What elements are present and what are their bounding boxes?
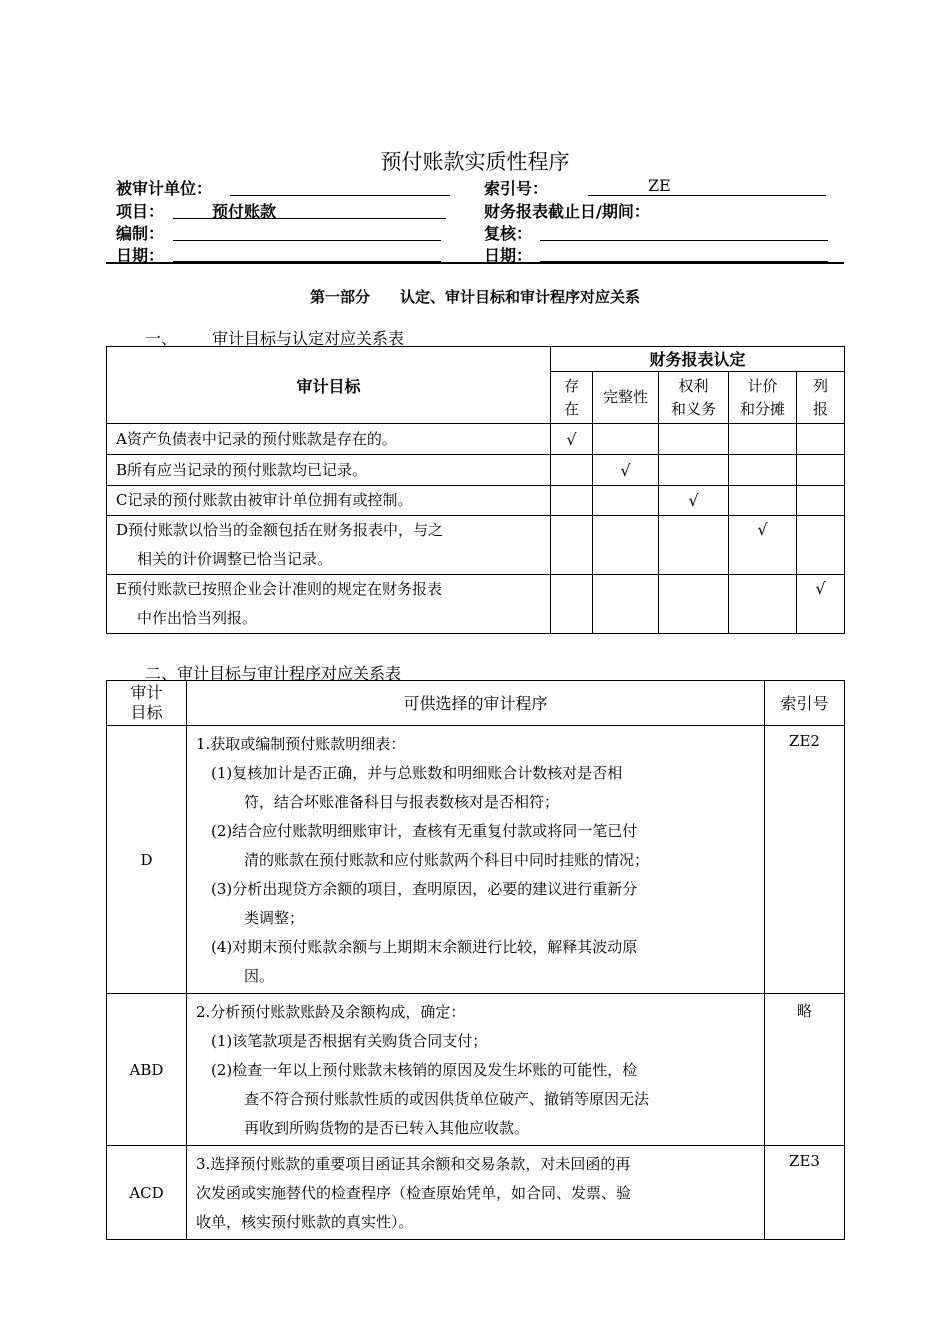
procedure-index: 略 [765,994,845,1146]
table2-caption: 二、审计目标与审计程序对应关系表 [145,664,402,683]
table1-caption: 审计目标与认定对应关系表 [212,329,405,348]
prepared-label: 编制： [116,224,165,243]
date-label-right: 日期： [484,246,533,265]
item-value: 预付账款 [212,202,277,221]
goal-row-e: E预付账款已按照企业会计准则的规定在财务报表 中作出恰当列报。 [107,575,551,634]
page-title: 预付账款实质性程序 [380,150,570,174]
item-label: 项目： [116,202,165,221]
assertion-header-existence: 存 在 [551,372,593,424]
assertion-table [106,346,845,634]
check-mark: √ [729,516,797,575]
assertion-header-valuation: 计价 和分摊 [729,372,797,424]
procedure-index: ZE3 [765,1146,845,1240]
goal-row-a: A资产负债表中记录的预付账款是存在的。 [107,424,551,455]
goal-row-b: B所有应当记录的预付账款均已记录。 [107,455,551,486]
goal-column-header: 审计 目标 [107,681,187,726]
table1-caption-number: 一、 [145,329,178,348]
reviewed-label: 复核： [484,224,533,243]
procedure-3: 3.选择预付账款的重要项目函证其余额和交易条款，对未回函的再 次发函或实施替代的检查程序（检查原始凭单，如合同、发票、验 收单，核实预付账款的真实性）。 [187,1146,765,1240]
procedure-goal: ACD [107,1146,187,1240]
goal-row-c: C记录的预付账款由被审计单位拥有或控制。 [107,486,551,516]
procedure-goal: D [107,726,187,994]
goal-column-header: 审计目标 [107,347,551,424]
auditee-field[interactable] [230,195,450,196]
reviewed-field[interactable] [540,240,828,241]
procedure-table [106,680,845,1240]
procedure-index: ZE2 [765,726,845,994]
procedure-1: 1.获取或编制预付账款明细表： (1)复核加计是否正确，并与总账数和明细账合计数核对是否相 符，结合坏账准备科目与报表数核对是否相符； (2)结合应付账款明细账审计，查核有无重复付款或将同一笔已付 清的账款在预付账款和应付账款两个科目中同时挂账的情况； (3)分析出现贷方余额的项目，查明原因，必要的建议进行重新分 类调整； (4)对期末预付账款余额与上期期末余额进行比较，解释其波动原 因。 [187,726,765,994]
prepared-field[interactable] [173,240,441,241]
index-column-header: 索引号 [765,681,845,726]
header-divider [106,262,844,264]
goal-row-d: D预付账款以恰当的金额包括在财务报表中，与之 相关的计价调整已恰当记录。 [107,516,551,575]
procedure-column-header: 可供选择的审计程序 [187,681,765,726]
period-label: 财务报表截止日/期间： [484,202,650,221]
check-mark: √ [551,424,593,455]
procedure-2: 2.分析预付账款账龄及余额构成，确定： (1)该笔款项是否根据有关购货合同支付； (2)检查一年以上预付账款未核销的原因及发生坏账的可能性，检 查不符合预付账款性质的或因供货单位破产、撤销等原因无法 再收到所购货物的是否已转入其他应收款。 [187,994,765,1146]
check-mark: √ [659,486,729,516]
auditee-label: 被审计单位： [116,179,213,198]
assertion-group-header: 财务报表认定 [551,347,845,372]
check-mark: √ [797,575,845,634]
index-field[interactable] [588,195,826,196]
part1-title: 第一部分 认定、审计目标和审计程序对应关系 [309,288,640,306]
procedure-goal: ABD [107,994,187,1146]
assertion-header-completeness: 完整性 [593,372,659,424]
index-label: 索引号： [484,179,549,198]
date-label-left: 日期： [116,246,165,265]
assertion-header-presentation: 列 报 [797,372,845,424]
assertion-header-rights: 权利 和义务 [659,372,729,424]
check-mark: √ [593,455,659,486]
index-value: ZE [648,176,671,195]
